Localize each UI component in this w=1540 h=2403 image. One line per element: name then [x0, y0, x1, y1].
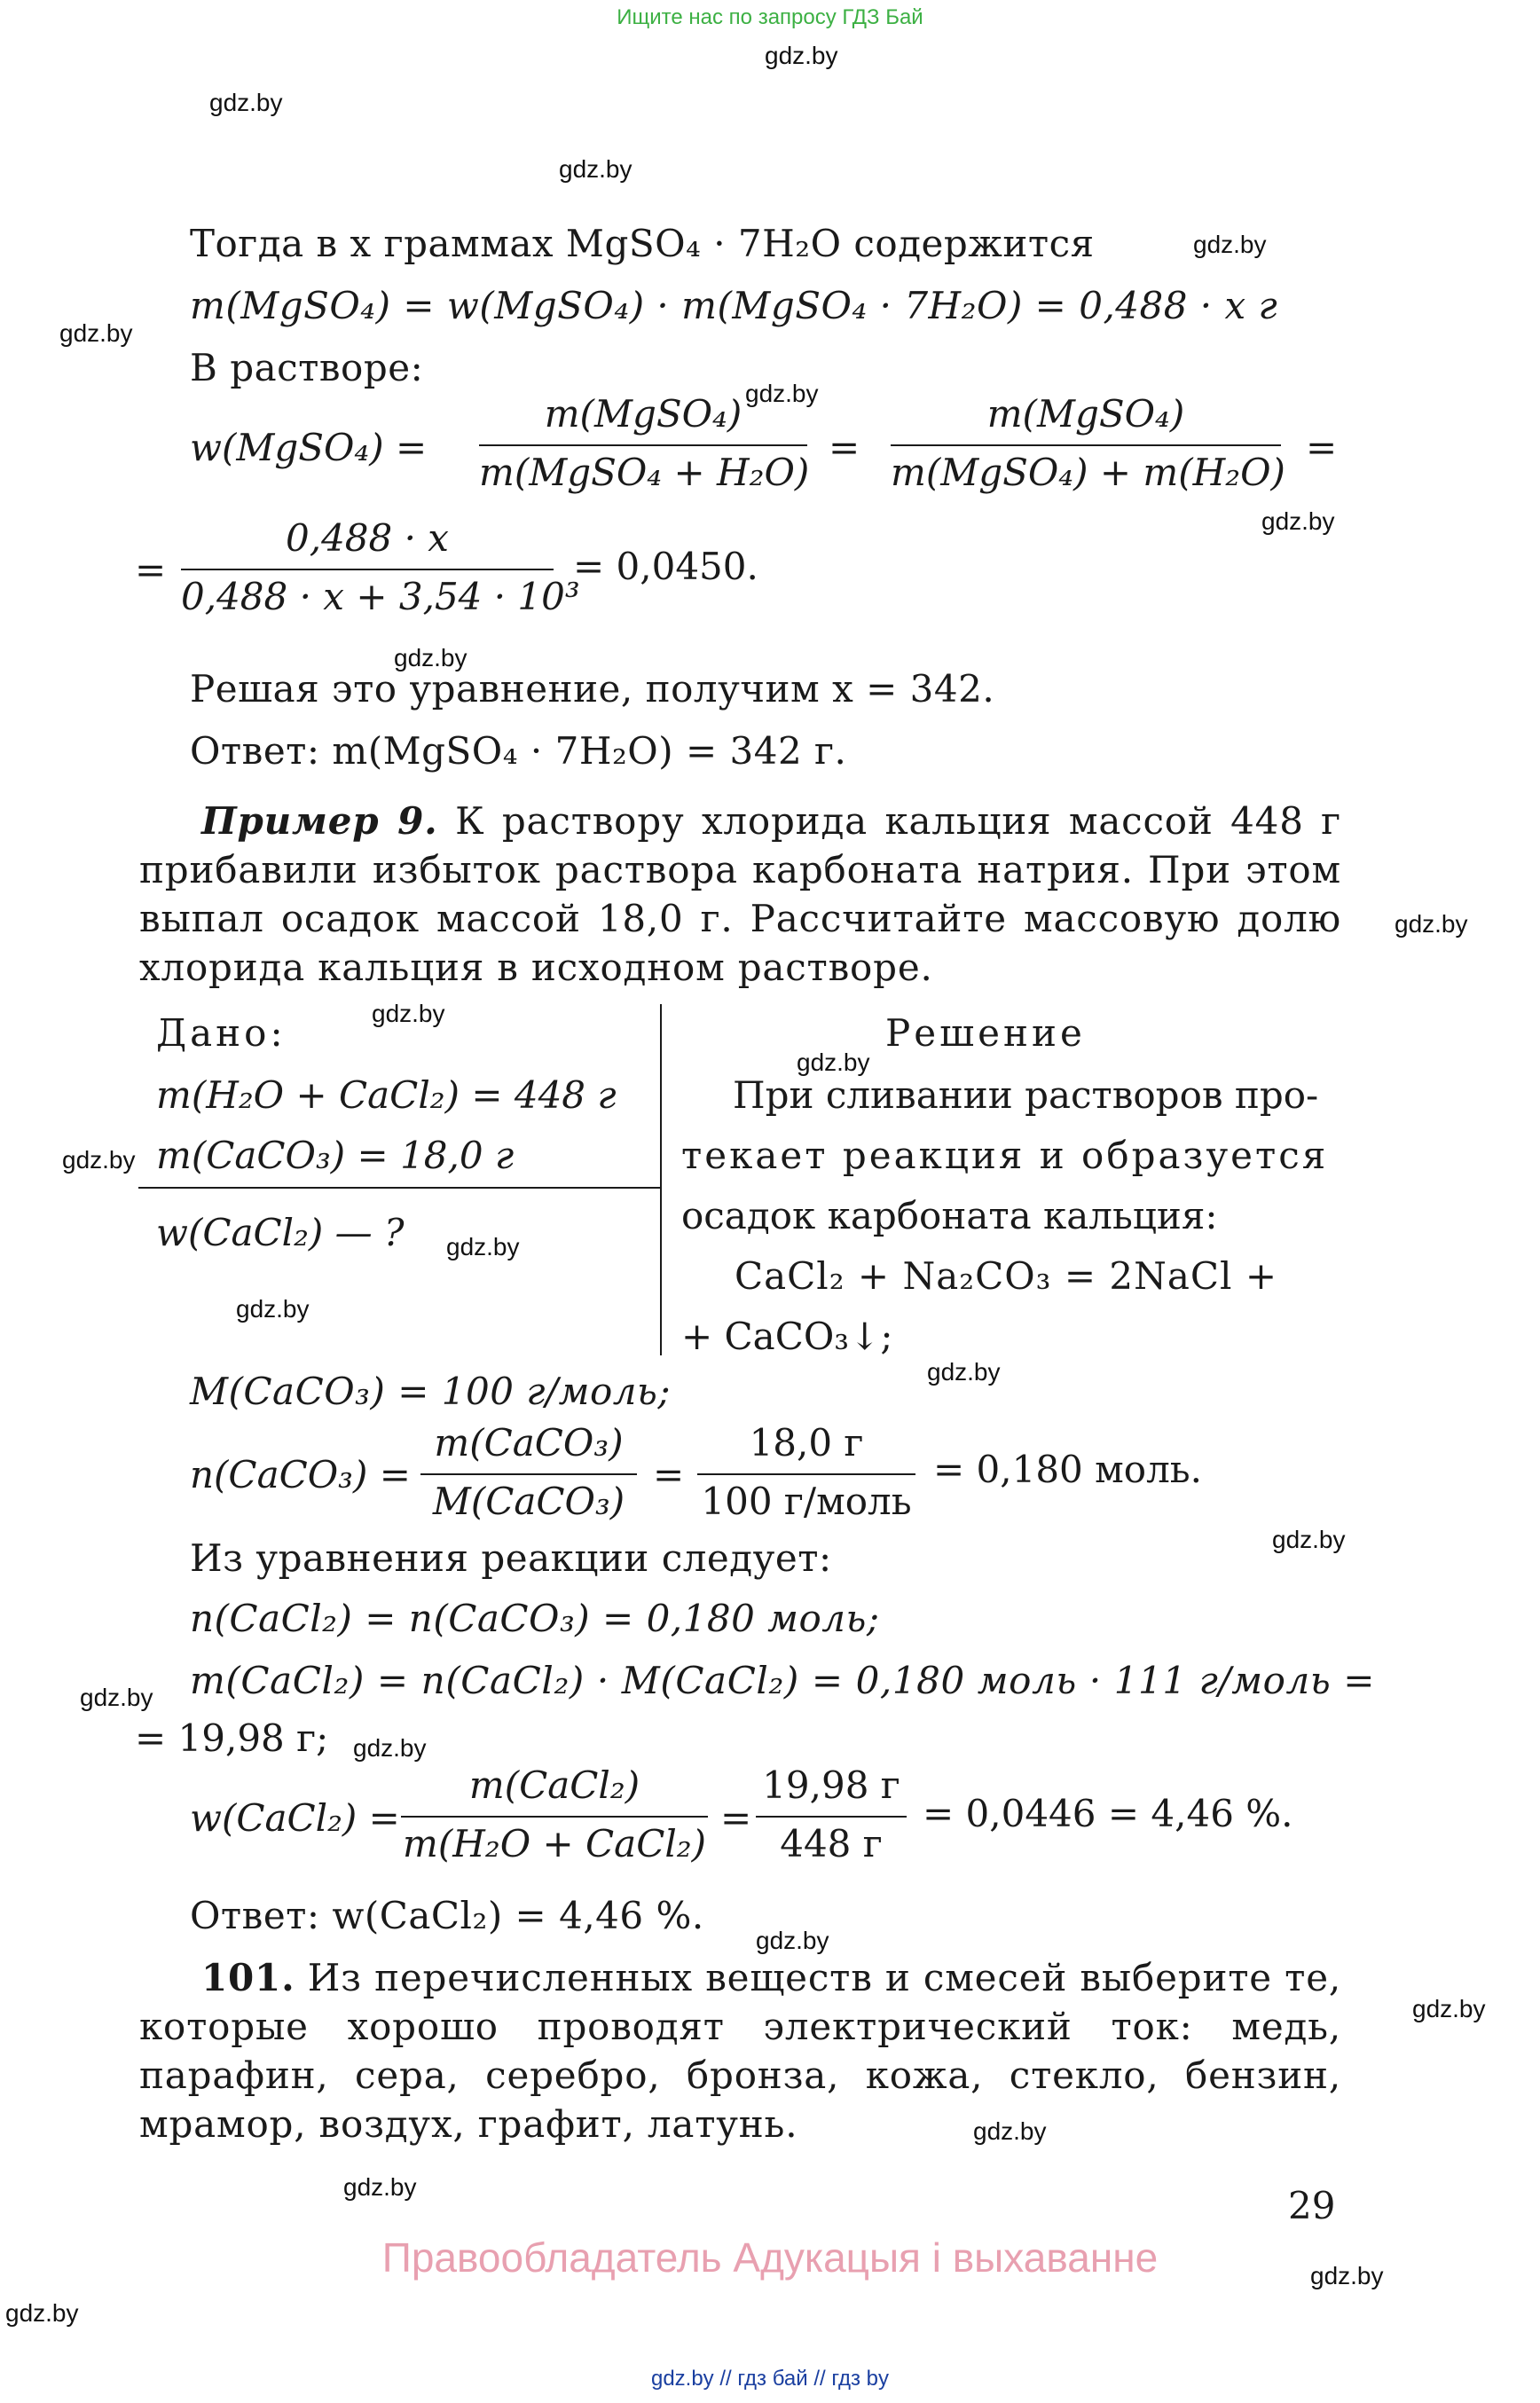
watermark: gdz.by	[1193, 231, 1267, 258]
watermark: gdz.by	[797, 1048, 870, 1076]
task-text	[139, 1953, 1341, 2148]
reaction-equation: + CaCO₃↓;	[681, 1315, 893, 1358]
watermark: gdz.by	[756, 1927, 829, 1954]
fraction-numerator: 0,488 · x	[286, 516, 449, 560]
solution-line: m(MgSO₄) = w(MgSO₄) · m(MgSO₄ · 7H₂O) = 0,488 · x г	[190, 284, 1278, 327]
solution-line: Из уравнения реакции следует:	[190, 1536, 832, 1580]
fraction-denominator: M(CaCO₃)	[432, 1480, 625, 1523]
fraction-numerator: m(CaCl₂)	[468, 1763, 640, 1807]
fraction-bar	[891, 444, 1281, 446]
fraction-numerator: m(MgSO₄)	[986, 392, 1185, 436]
fraction-numerator: 19,98 г	[762, 1763, 900, 1807]
find-item: w(CaCl₂) — ?	[156, 1211, 405, 1254]
watermark: gdz.by	[80, 1684, 153, 1711]
equals-sign: =	[135, 548, 167, 592]
solution-line: При сливании растворов про-	[733, 1073, 1319, 1117]
fraction-bar	[479, 444, 807, 446]
fraction-bar	[401, 1816, 708, 1818]
example-body: К раствору хлорида кальция массой 448 г прибавили избыток раствора карбоната натрия. При этом выпал осадок массой 18,0 г. Рассчитайте массовую долю хлорида кальция в исходном растворе.	[139, 799, 1341, 989]
watermark: gdz.by	[765, 42, 838, 69]
watermark: gdz.by	[745, 380, 819, 407]
page-number: 29	[1288, 2184, 1336, 2227]
example-text	[139, 797, 1341, 992]
copyright-note: Правообладатель Адукацыя і выхаванне	[381, 2234, 1159, 2281]
watermark: gdz.by	[973, 2117, 1047, 2145]
watermark: gdz.by	[209, 89, 283, 116]
footer-links[interactable]: gdz.by // гдз бай // гдз by	[650, 2367, 890, 2391]
fraction-numerator: 18,0 г	[749, 1421, 864, 1465]
watermark: gdz.by	[927, 1358, 1001, 1386]
watermark: gdz.by	[1310, 2262, 1384, 2289]
table-divider-horizontal	[138, 1187, 660, 1189]
fraction-denominator: m(H₂O + CaCl₂)	[403, 1822, 706, 1865]
fraction-bar	[420, 1473, 637, 1475]
watermark: gdz.by	[236, 1295, 310, 1323]
equals-sign: =	[829, 426, 860, 469]
answer-line: Ответ: w(CaCl₂) = 4,46 %.	[190, 1894, 704, 1937]
top-note: Ищите нас по запросу ГДЗ Бай	[617, 5, 923, 29]
watermark: gdz.by	[343, 2173, 417, 2201]
watermark: gdz.by	[1412, 1995, 1486, 2022]
equals-sign: =	[653, 1453, 685, 1496]
fraction-result: = 0,0450.	[573, 545, 758, 588]
fraction-result: = 0,0446 = 4,46 %.	[923, 1792, 1293, 1835]
fraction-denominator: 448 г	[780, 1822, 883, 1865]
watermark: gdz.by	[1261, 507, 1335, 535]
given-title: Дано:	[156, 1011, 287, 1055]
solution-line: Решая это уравнение, получим x = 342.	[190, 667, 995, 711]
given-item: m(H₂O + CaCl₂) = 448 г	[156, 1073, 617, 1117]
watermark: gdz.by	[1395, 910, 1468, 938]
fraction-denominator: 0,488 · x + 3,54 · 10³	[181, 575, 580, 618]
solution-line: = 19,98 г;	[135, 1716, 329, 1760]
formula-label: w(MgSO₄) =	[190, 426, 428, 469]
formula-label: w(CaCl₂) =	[190, 1796, 400, 1840]
example-title: Пример 9.	[201, 799, 438, 843]
watermark: gdz.by	[59, 319, 133, 347]
watermark: gdz.by	[559, 155, 632, 183]
solution-line: M(CaCO₃) = 100 г/моль;	[190, 1370, 672, 1413]
solution-line: В растворе:	[190, 346, 424, 389]
fraction-numerator: m(CaCO₃)	[434, 1421, 624, 1465]
solution-title: Решение	[885, 1011, 1086, 1055]
solution-line: Тогда в x граммах MgSO₄ · 7H₂O содержится	[190, 222, 1095, 265]
equals-sign: =	[1306, 426, 1338, 469]
solution-line: m(CaCl₂) = n(CaCl₂) · M(CaCl₂) = 0,180 моль · 111 г/моль =	[190, 1659, 1376, 1702]
fraction-denominator: 100 г/моль	[701, 1480, 912, 1523]
watermark: gdz.by	[446, 1233, 520, 1260]
watermark: gdz.by	[1272, 1526, 1346, 1553]
task-body: Из перечисленных веществ и смесей выберите те, которые хорошо проводят электрический ток: медь, парафин, сера, серебро, бронза, кожа, стекло, бензин, мрамор, воздух, графит, латунь.	[139, 1956, 1341, 2146]
watermark: gdz.by	[5, 2299, 79, 2327]
fraction-bar	[697, 1473, 915, 1475]
watermark: gdz.by	[353, 1734, 427, 1762]
reaction-equation: CaCl₂ + Na₂CO₃ = 2NaCl +	[735, 1254, 1278, 1298]
fraction-result: = 0,180 моль.	[933, 1448, 1202, 1491]
solution-line: n(CaCl₂) = n(CaCO₃) = 0,180 моль;	[190, 1597, 880, 1640]
fraction-bar	[756, 1816, 907, 1818]
watermark: gdz.by	[394, 644, 468, 671]
watermark: gdz.by	[372, 1000, 445, 1027]
fraction-denominator: m(MgSO₄ + H₂O)	[479, 451, 810, 494]
given-item: m(CaCO₃) = 18,0 г	[156, 1134, 515, 1177]
task-number: 101.	[201, 1956, 295, 1999]
watermark: gdz.by	[62, 1146, 136, 1174]
equals-sign: =	[720, 1796, 752, 1840]
fraction-numerator: m(MgSO₄)	[544, 392, 742, 436]
answer-line: Ответ: m(MgSO₄ · 7H₂O) = 342 г.	[190, 729, 847, 773]
fraction-bar	[181, 569, 554, 570]
solution-line: осадок карбоната кальция:	[681, 1194, 1218, 1237]
fraction-denominator: m(MgSO₄) + m(H₂O)	[891, 451, 1285, 494]
formula-label: n(CaCO₃) =	[190, 1453, 411, 1496]
solution-line: текает реакция и образуется	[681, 1134, 1329, 1177]
table-divider-vertical	[660, 1004, 662, 1355]
